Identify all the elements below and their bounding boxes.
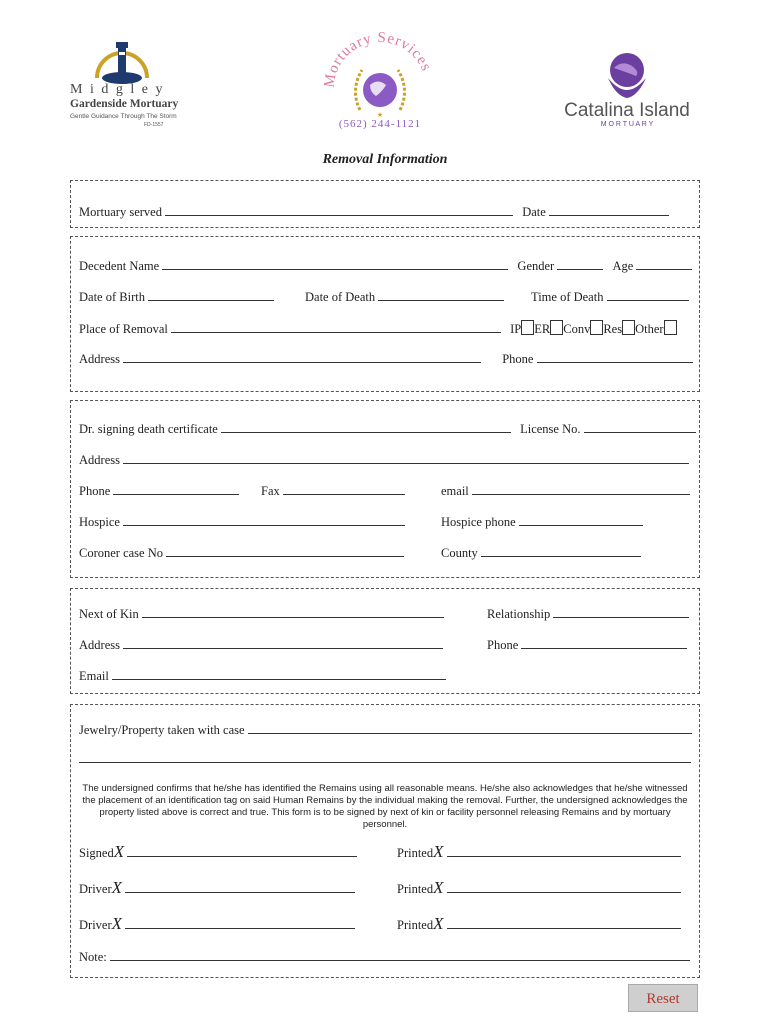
section-kin — [70, 588, 700, 694]
age-label: Age — [612, 259, 634, 273]
kin-address-label: Address — [79, 638, 120, 652]
email-field[interactable] — [472, 483, 690, 495]
coroner-field[interactable] — [166, 545, 404, 557]
fax-field[interactable] — [283, 483, 405, 495]
printed-field-1[interactable] — [447, 845, 681, 857]
catalina-logo — [556, 50, 698, 135]
mortuary-served-label: Mortuary served — [79, 205, 162, 219]
driver-label-1: Driver — [79, 882, 112, 896]
note-field[interactable] — [110, 949, 690, 961]
coroner-label: Coroner case No — [79, 546, 163, 560]
printed-label-2: Printed — [397, 882, 434, 896]
hospice-phone-field[interactable] — [519, 514, 643, 526]
dod-field[interactable] — [378, 289, 504, 301]
decedent-address-label: Address — [79, 352, 120, 366]
midgley-name: M i d g l e y — [70, 82, 165, 97]
doctor-phone-label: Phone — [79, 484, 111, 498]
printed-x-mark-2: X — [433, 878, 444, 897]
conv-label: Conv — [563, 322, 591, 336]
catalina-name: Catalina Island — [564, 100, 690, 121]
hospice-field[interactable] — [123, 514, 405, 526]
relationship-label: Relationship — [487, 607, 551, 621]
dod-label: Date of Death — [305, 290, 376, 304]
driver-x-mark-1: X — [111, 878, 123, 897]
dob-field[interactable] — [148, 289, 274, 301]
driver-field-1[interactable] — [125, 881, 355, 893]
doctor-label: Dr. signing death certificate — [79, 422, 218, 436]
section-doctor — [70, 400, 700, 578]
printed-x-mark-3: X — [433, 914, 444, 933]
signed-x-mark: X — [113, 842, 125, 861]
place-field[interactable] — [171, 321, 501, 333]
svg-text:★: ★ — [376, 111, 384, 119]
decedent-phone-field[interactable] — [537, 351, 693, 363]
jewelry-field-2[interactable] — [79, 751, 691, 763]
printed-x-mark-1: X — [433, 842, 444, 861]
license-field[interactable] — [584, 421, 696, 433]
globe-wreath-icon — [320, 30, 440, 120]
jewelry-field[interactable] — [248, 722, 692, 734]
driver-label-2: Driver — [79, 918, 112, 932]
ip-checkbox[interactable] — [521, 320, 534, 335]
kin-field[interactable] — [142, 606, 444, 618]
tod-field[interactable] — [607, 289, 689, 301]
conv-checkbox[interactable] — [590, 320, 603, 335]
gender-label: Gender — [517, 259, 555, 273]
fax-label: Fax — [261, 484, 280, 498]
driver-field-2[interactable] — [125, 917, 355, 929]
other-checkbox[interactable] — [664, 320, 677, 335]
jewelry-label: Jewelry/Property taken with case — [79, 723, 245, 737]
arc-text: Mortuary Services — [321, 30, 435, 89]
place-label: Place of Removal — [79, 322, 168, 336]
decedent-name-label: Decedent Name — [79, 259, 160, 273]
decedent-phone-label: Phone — [502, 352, 534, 366]
midgley-est: FD-1557 — [144, 122, 164, 128]
ip-label: IP — [510, 322, 522, 336]
doctor-phone-field[interactable] — [113, 483, 239, 495]
decedent-name-field[interactable] — [162, 258, 508, 270]
doctor-address-label: Address — [79, 453, 120, 467]
res-checkbox[interactable] — [622, 320, 635, 335]
driver-x-mark-2: X — [111, 914, 123, 933]
kin-phone-label: Phone — [487, 638, 519, 652]
lighthouse-icon — [62, 30, 182, 90]
midgley-tagline: Gentle Guidance Through The Storm — [70, 113, 177, 120]
doctor-field[interactable] — [221, 421, 511, 433]
er-label: ER — [534, 322, 551, 336]
midgley-subname: Gardenside Mortuary — [70, 98, 179, 110]
res-label: Res — [603, 322, 623, 336]
note-label: Note: — [79, 950, 107, 964]
doctor-address-field[interactable] — [123, 452, 689, 464]
mortuary-served-field[interactable] — [165, 204, 513, 216]
date-label: Date — [522, 205, 546, 219]
county-field[interactable] — [481, 545, 641, 557]
dob-label: Date of Birth — [79, 290, 145, 304]
relationship-field[interactable] — [553, 606, 689, 618]
kin-label: Next of Kin — [79, 607, 139, 621]
section-signatures — [70, 704, 700, 978]
kin-address-field[interactable] — [123, 637, 443, 649]
date-field[interactable] — [549, 204, 669, 216]
hospice-phone-label: Hospice phone — [441, 515, 516, 529]
section-decedent — [70, 236, 700, 392]
form-title: Removal Information — [322, 152, 448, 167]
tod-label: Time of Death — [531, 290, 604, 304]
gender-field[interactable] — [557, 258, 603, 270]
hospice-label: Hospice — [79, 515, 120, 529]
signed-label: Signed — [79, 846, 114, 860]
kin-phone-field[interactable] — [521, 637, 687, 649]
decedent-address-field[interactable] — [123, 351, 481, 363]
printed-field-2[interactable] — [447, 881, 681, 893]
section-mortuary — [70, 180, 700, 228]
hands-island-icon — [556, 50, 698, 100]
license-label: License No. — [520, 422, 581, 436]
kin-email-field[interactable] — [112, 668, 446, 680]
printed-label-1: Printed — [397, 846, 434, 860]
printed-label-3: Printed — [397, 918, 434, 932]
mortuary-phone: (562) 244-1121 — [338, 118, 422, 130]
county-label: County — [441, 546, 478, 560]
signed-field[interactable] — [127, 845, 357, 857]
email-label: email — [441, 484, 469, 498]
kin-email-label: Email — [79, 669, 109, 683]
mortuary-services-logo — [320, 30, 440, 135]
age-field[interactable] — [636, 258, 692, 270]
catalina-sub: M O R T U A R Y — [600, 121, 654, 128]
reset-button[interactable]: Reset — [628, 984, 698, 1012]
confirmation-text: The undersigned confirms that he/she has identified the Remains using all reasonable means. He/she also acknowledges that he/she witnessed the placement of an identification tag on said Human Remains by the individual making the removal. Further, the undersigned acknowledges the property listed above is correct and true. This form is to be signed by next of kin or facility personnel releasing Remains and by mortuary personnel. — [82, 783, 688, 830]
printed-field-3[interactable] — [447, 917, 681, 929]
er-checkbox[interactable] — [550, 320, 563, 335]
other-label: Other — [635, 322, 664, 336]
midgley-logo — [62, 30, 182, 130]
